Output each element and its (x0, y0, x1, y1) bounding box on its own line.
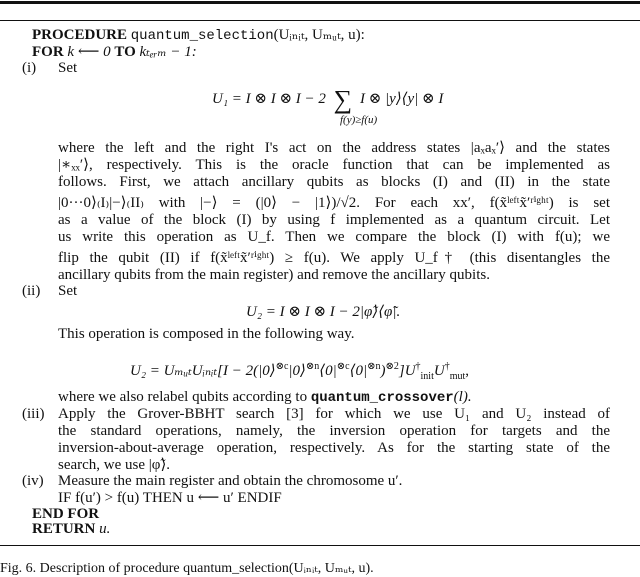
eq2-part: ) (380, 363, 386, 379)
sum-subscript: f(y)≥f(u) (340, 114, 378, 126)
step-i-line-7: flip the qubit (II) if f(x̃ˡᵉᶠᵗx̃′ʳⁱᵍʰᵗ) ≥ f(u). We apply U_f† (this disentangles the (58, 250, 610, 266)
eq2-part: , (465, 363, 470, 379)
step-ii-text: This operation is composed in the following way. (58, 326, 355, 342)
step-i-label: (i) (22, 60, 37, 76)
step-iii-line-3: inversion-about-average operation, respectively. As for the starting state of the (58, 440, 610, 456)
return-line (32, 521, 110, 538)
step-iii-line-1: Apply the Grover-BBHT search [3] for which we use U₁ and U₂ instead of (58, 406, 610, 422)
step-i-line-1: where the left and the right I's act on the address states |aₓaₓ′⟩ and the states (58, 140, 610, 156)
after-text: where we also relabel qubits according to (58, 389, 311, 405)
eq2-sub: init (420, 371, 434, 382)
step-ii-label: (ii) (22, 283, 41, 299)
step-iv-label: (iv) (22, 473, 44, 489)
eq2-sup: † (444, 361, 450, 372)
bottom-rule (0, 545, 640, 546)
step-i-head: Set (58, 60, 78, 76)
eq2-sub: mut (449, 371, 466, 382)
step-iv-line: Measure the main register and obtain the chromosome u′. (58, 473, 403, 489)
procedure-name: quantum_selection (130, 28, 274, 44)
for-line (32, 44, 197, 61)
step-iii-line-4: search, we use |φ̃⟩. (58, 457, 171, 473)
step-iii-label: (iii) (22, 406, 45, 422)
figure-caption: Fig. 6. Description of procedure quantum_selection(Uᵢₙᵢₜ, Uₘᵤₜ, u). (0, 561, 374, 576)
procedure-args: (Uᵢₙᵢₜ, Uₘᵤₜ, u): (273, 27, 365, 43)
step-i-line-5: as a value of the block (I) by using f implemented as a quantum circuit. Let (58, 212, 610, 228)
if-line: IF f(u′) > f(u) THEN u ⟵ u′ ENDIF (58, 490, 282, 506)
return-value: u. (99, 521, 111, 537)
for-init: k ⟵ 0 (67, 44, 111, 60)
eq2-part: ⟨0| (319, 363, 337, 379)
step-iii-line-2: the standard operations, namely, the inversion operation for targets and the (58, 423, 610, 439)
step-i-line-4: |0···0⟩₍I₎|−⟩₍II₎ with |−⟩ = (|0⟩ − |1⟩)/√2. For each xx′, f(x̃ˡᵉᶠᵗx̃′ʳⁱᵍʰᵗ) is set (58, 195, 610, 211)
eq2-sup: † (415, 361, 421, 372)
step-i-line-2: |∗ₓₓ′⟩, respectively. This is the oracle function that can be implemented as (58, 157, 610, 173)
end-for: END FOR (32, 506, 100, 522)
crossover-name: quantum_crossover (310, 390, 454, 406)
eq2-part: ]U (398, 363, 416, 379)
for-keyword: FOR (32, 44, 64, 60)
eq2-part: U₂ = UₘᵤₜUᵢₙᵢₜ[I − 2(|0⟩ (130, 363, 276, 379)
eq2-sup: ⊗c (336, 361, 350, 372)
eq-u1-lhs: U₁ = I ⊗ I ⊗ I − 2 (212, 91, 326, 107)
to-keyword: TO (114, 44, 136, 60)
eq2-sup: ⊗n (367, 361, 381, 372)
step-i-line-3: follows. First, we attach ancillary qubits as blocks (I) and (II) in the state (58, 174, 610, 190)
eq2-part: |0⟩ (288, 363, 306, 379)
equation-u2-composition (130, 358, 469, 385)
step-i-line-6: us write this operation as U_f. Then we compare the block (I) with f(u); we (58, 229, 610, 245)
equation-u1 (212, 85, 444, 126)
top-rule-thick (0, 1, 640, 4)
eq2-part: ⟨0| (349, 363, 368, 379)
top-rule-thin (0, 20, 640, 21)
eq2-sup: ⊗c (275, 361, 289, 372)
for-limit: kₜₑᵣₘ − 1: (139, 44, 197, 60)
eq-u2-text: U₂ = I ⊗ I ⊗ I − 2|φ̃⟩⟨φ̃|. (246, 304, 401, 320)
eq-u1-rhs: I ⊗ |y⟩⟨y| ⊗ I (359, 91, 444, 107)
procedure-keyword: PROCEDURE (32, 27, 128, 43)
procedure-header (32, 27, 365, 44)
step-ii-head: Set (58, 283, 78, 299)
return-keyword: RETURN (32, 521, 96, 537)
eq2-part: U (433, 363, 445, 379)
equation-u2 (246, 304, 400, 321)
eq2-sup: ⊗n (305, 361, 320, 372)
eq2-sup: ⊗2 (385, 361, 399, 372)
step-i-line-8: ancillary qubits from the main register) and remove the ancillary qubits. (58, 267, 490, 283)
step-ii-after (58, 389, 610, 406)
sum-symbol: ∑ (333, 85, 353, 114)
after-arg: (l). (453, 389, 472, 405)
